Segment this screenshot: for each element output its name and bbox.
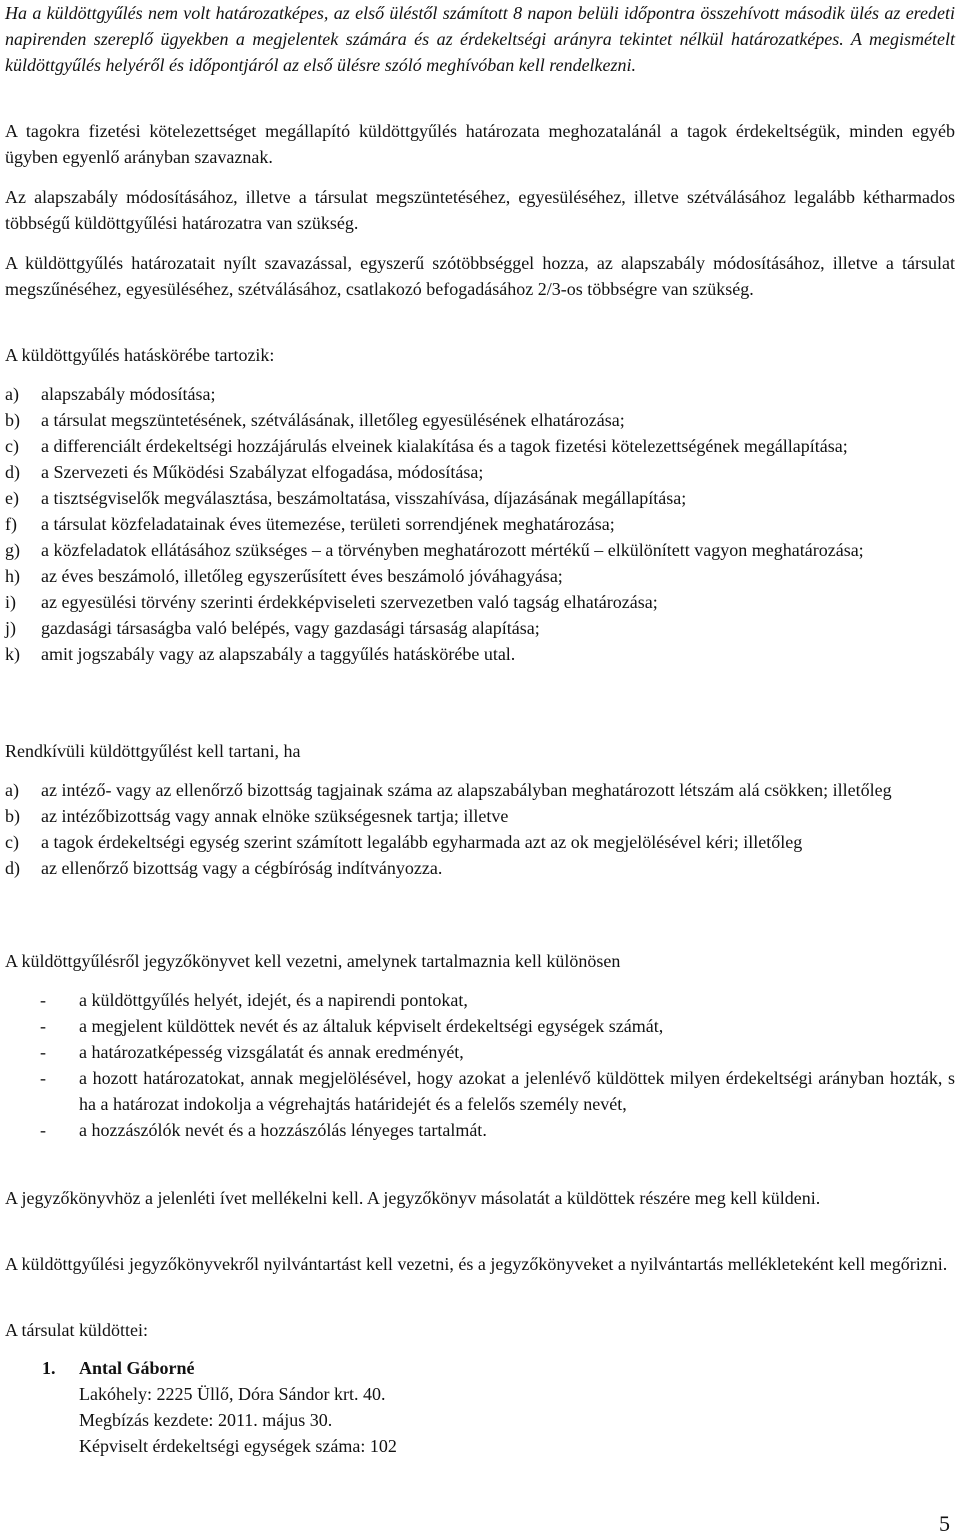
- page-number: 5: [939, 1511, 950, 1536]
- paragraph-decisions: A küldöttgyűlés határozatait nyílt szavazással, egyszerű szótöbbséggel hozza, az alapszabály módosításához, illetve a társulat megszűnéséhez, egyesüléséhez, szétválásához, csatlakozó befogadásához 2/3-os többségre van szükség.: [5, 253, 955, 299]
- extraordinary-item: [5, 829, 955, 855]
- power-item-text: a Szervezeti és Működési Szabályzat elfogadása, módosítása;: [41, 462, 484, 482]
- paragraph-delegates-heading: A társulat küldöttei:: [5, 1320, 148, 1340]
- power-item: [5, 433, 955, 459]
- power-item-marker: h): [5, 566, 20, 586]
- power-item-marker: f): [5, 514, 17, 534]
- delegate-mandate-start: Megbízás kezdete: 2011. május 30.: [79, 1410, 333, 1430]
- power-item-text: a differenciált érdekeltségi hozzájárulás elveinek kialakítása és a tagok fizetési kötelezettségének megállapítása;: [41, 436, 848, 456]
- extraordinary-item: [5, 855, 955, 881]
- extraordinary-item-text: az intéző- vagy az ellenőrző bizottság tagjainak száma az alapszabályban meghatározott létszám alá csökken; illetőleg: [41, 780, 892, 800]
- extraordinary-item-text: a tagok érdekeltségi egység szerint számított legalább egyharmada azt az ok megjelölésével kéri; illetőleg: [41, 832, 803, 852]
- power-item: [5, 641, 955, 667]
- power-item-text: a tisztségviselők megválasztása, beszámoltatása, visszahívása, díjazásának megállapítása;: [41, 488, 687, 508]
- minutes-item-text: a küldöttgyűlés helyét, idejét, és a napirendi pontokat,: [79, 990, 468, 1010]
- power-item: [5, 511, 955, 537]
- extraordinary-list: [5, 777, 955, 881]
- minutes-item-text: a megjelent küldöttek nevét és az általuk képviselt érdekeltségi egységek számát,: [79, 1016, 664, 1036]
- delegate-units: Képviselt érdekeltségi egységek száma: 102: [79, 1436, 397, 1456]
- power-item-marker: j): [5, 618, 16, 638]
- delegate-number: 1.: [42, 1358, 56, 1378]
- minutes-item: [5, 1117, 955, 1143]
- paragraph-two-thirds: Az alapszabály módosításához, illetve a társulat megszüntetéséhez, egyesüléséhez, illetve szétválásához legalább kétharmados többségű küldöttgyűlési határozatra van szükség.: [5, 187, 955, 233]
- minutes-item-text: a hozzászólók nevét és a hozzászólás lényeges tartalmát.: [79, 1120, 487, 1140]
- minutes-item: [5, 1065, 955, 1117]
- extraordinary-item: [5, 777, 955, 803]
- power-item: [5, 589, 955, 615]
- power-item-marker: a): [5, 384, 19, 404]
- paragraph-repeat-meeting: Ha a küldöttgyűlés nem volt határozatképes, az első üléstől számított 8 napon belüli időpontra összehívott második ülés az eredeti napirenden szereplő ügyekben a megjelentek számára és az érdekeltségi arányra tekintet nélkül határozatképes. A megismételt küldöttgyűlés helyéről és időpontjáról az első ülésre szóló meghívóban kell rendelkezni.: [5, 3, 955, 75]
- power-item: [5, 459, 955, 485]
- paragraph-minutes-heading: A küldöttgyűlésről jegyzőkönyvet kell vezetni, amelynek tartalmaznia kell különösen: [5, 951, 621, 971]
- power-item: [5, 537, 955, 563]
- minutes-item-marker: -: [40, 1016, 46, 1036]
- paragraph-minutes-register: A küldöttgyűlési jegyzőkönyvekről nyilvántartást kell vezetni, és a jegyzőkönyveket a nyilvántartás mellékleteként kell megőrizni.: [5, 1254, 948, 1274]
- powers-list: [5, 381, 955, 667]
- power-item-marker: d): [5, 462, 20, 482]
- power-item-text: a társulat megszüntetésének, szétválásának, illetőleg egyesülésének elhatározása;: [41, 410, 625, 430]
- power-item: [5, 615, 955, 641]
- power-item: [5, 563, 955, 589]
- power-item: [5, 485, 955, 511]
- power-item-marker: g): [5, 540, 20, 560]
- minutes-item-text: a határozatképesség vizsgálatát és annak eredményét,: [79, 1042, 464, 1062]
- power-item-text: alapszabály módosítása;: [41, 384, 216, 404]
- power-item-text: a társulat közfeladatainak éves ütemezése, területi sorrendjének meghatározása;: [41, 514, 615, 534]
- paragraph-voting-payment: A tagokra fizetési kötelezettséget megállapító küldöttgyűlés határozata meghozatalánál a tagok érdekeltségük, minden egyéb ügyben egyenlő arányban szavaznak.: [5, 121, 955, 167]
- power-item-text: amit jogszabály vagy az alapszabály a taggyűlés hatáskörébe utal.: [41, 644, 516, 664]
- power-item-text: az éves beszámoló, illetőleg egyszerűsített éves beszámoló jóváhagyása;: [41, 566, 563, 586]
- paragraph-powers-heading: A küldöttgyűlés hatáskörébe tartozik:: [5, 345, 275, 365]
- paragraph-extraordinary-heading: Rendkívüli küldöttgyűlést kell tartani, ha: [5, 741, 301, 761]
- delegate-residence: Lakóhely: 2225 Üllő, Dóra Sándor krt. 40.: [79, 1384, 386, 1404]
- power-item: [5, 381, 955, 407]
- extraordinary-item: [5, 803, 955, 829]
- extraordinary-item-marker: d): [5, 858, 20, 878]
- minutes-item: [5, 1039, 955, 1065]
- paragraph-attendance-sheet: A jegyzőkönyvhöz a jelenléti ívet mellékelni kell. A jegyzőkönyv másolatát a küldöttek részére meg kell küldeni.: [5, 1188, 821, 1208]
- extraordinary-item-text: az intézőbizottság vagy annak elnöke szükségesnek tartja; illetve: [41, 806, 509, 826]
- minutes-item: [5, 987, 955, 1013]
- power-item-marker: i): [5, 592, 16, 612]
- minutes-item-marker: -: [40, 1042, 46, 1062]
- power-item-text: gazdasági társaságba való belépés, vagy gazdasági társaság alapítása;: [41, 618, 540, 638]
- minutes-item-marker: -: [40, 990, 46, 1010]
- delegate-name: Antal Gáborné: [79, 1358, 195, 1378]
- extraordinary-item-marker: b): [5, 806, 20, 826]
- power-item-marker: b): [5, 410, 20, 430]
- extraordinary-item-marker: a): [5, 780, 19, 800]
- minutes-item-marker: -: [40, 1120, 46, 1140]
- power-item-marker: c): [5, 436, 19, 456]
- minutes-item-marker: -: [40, 1068, 46, 1088]
- minutes-item-text: a hozott határozatokat, annak megjelölésével, hogy azokat a jelenlévő küldöttek milyen érdekeltségi arányban hozták, s ha a határozat indokolja a végrehajtás határidejét és a felelős személy nevét,: [79, 1068, 955, 1114]
- minutes-item: [5, 1013, 955, 1039]
- power-item-text: az egyesülési törvény szerinti érdekképviseleti szervezetben való tagság elhatározása;: [41, 592, 658, 612]
- extraordinary-item-marker: c): [5, 832, 19, 852]
- power-item-marker: e): [5, 488, 19, 508]
- power-item-text: a közfeladatok ellátásához szükséges – a törvényben meghatározott mértékű – elkülönített vagyon meghatározása;: [41, 540, 864, 560]
- minutes-list: [5, 987, 955, 1143]
- power-item-marker: k): [5, 644, 20, 664]
- power-item: [5, 407, 955, 433]
- delegate-entry: [42, 1355, 397, 1459]
- extraordinary-item-text: az ellenőrző bizottság vagy a cégbíróság indítványozza.: [41, 858, 443, 878]
